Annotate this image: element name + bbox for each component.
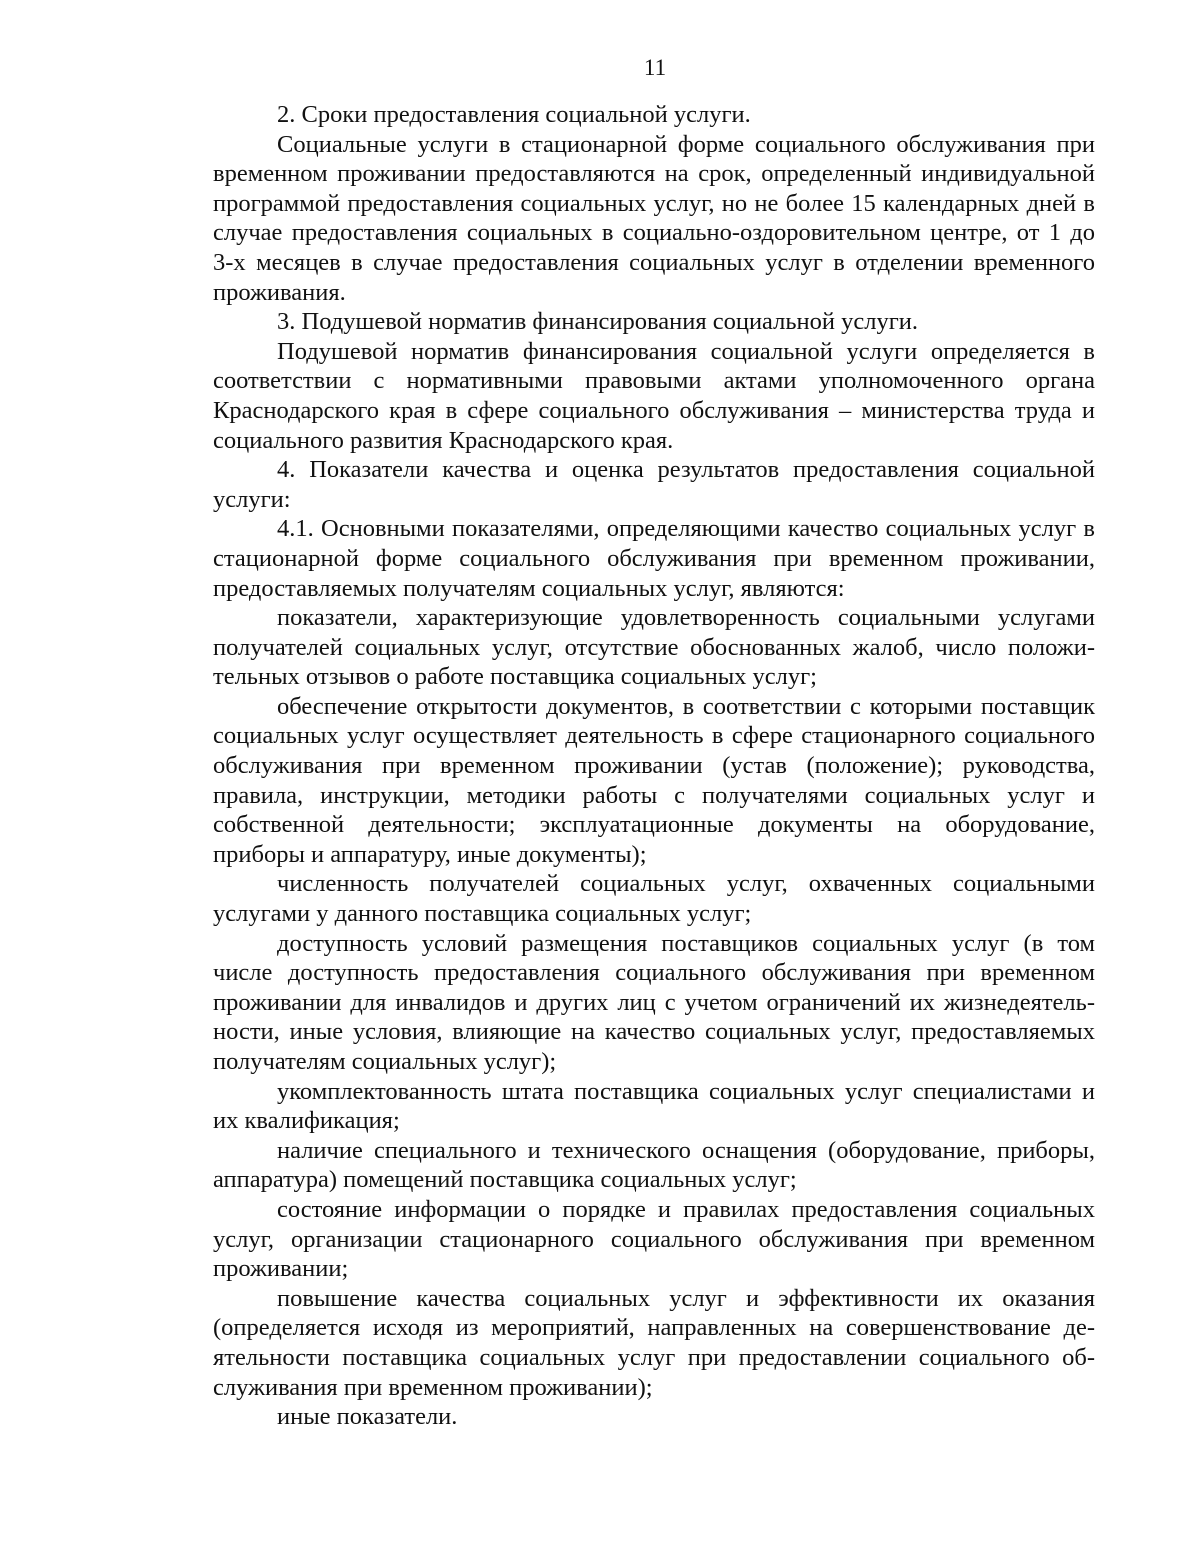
list-item-staffing: укомплектованность штата поставщика социальных услуг специалистами и их квалификация; [213, 1077, 1095, 1135]
paragraph-main-indicators: 4.1. Основными показателями, определяющими качество социальных услуг в стационарной форме социального обслуживания при временном проживании, предоставляемых получателям социальных услуг, являются: [213, 515, 1095, 602]
list-item-quality-improvement: повышение качества социальных услуг и эффективности их оказания (определяется исходя из мероприятий, направленных на совершенствование деятельности поставщика социальных услуг при предоставлении социального обслуживания при временном проживании); [213, 1284, 1095, 1401]
paragraph-terms-description: Социальные услуги в стационарной форме социального обслуживания при временном проживании предоставляются на срок, определенный индивидуальной программой предоставления социальных услуг, но не более 15 календарных дней в случае предоставления социальных в социально-оздоровительном центре, от 1 до 3-х месяцев в случае предоставления социальных услуг в отделении временного проживания. [213, 130, 1095, 306]
list-item-satisfaction: показатели, характеризующие удовлетворенность социальными услугами получателей социальных услуг, отсутствие обоснованных жалоб, число положительных отзывов о работе поставщика социальных услуг; [213, 604, 1095, 691]
list-item-information-state: состояние информации о порядке и правилах предоставления социальных услуг, организации стационарного социального обслуживания при временном проживании; [213, 1195, 1095, 1283]
list-item-equipment: наличие специального и технического оснащения (оборудование, приборы, аппаратура) помещений поставщика социальных услуг; [213, 1136, 1095, 1194]
paragraph-financing-description: Подушевой норматив финансирования социальной услуги определяется в соответствии с нормативными правовыми актами уполномоченного органа Краснодарского края в сфере социального обслуживания – министерства труда и социального развития Краснодарского края. [213, 337, 1095, 454]
list-item-recipient-count: численность получателей социальных услуг, охваченных социальными услугами у данного поставщика социальных услуг; [213, 870, 1095, 928]
page-number: 11 [643, 55, 667, 80]
section-heading-quality-indicators: 4. Показатели качества и оценка результатов предоставления социальной услуги: [213, 456, 1095, 513]
list-item-document-openness: обеспечение открытости документов, в соответствии с которыми поставщик социальных услуг осуществляет деятельность в сфере стационарного социального обслуживания при временном проживании (устав (положение); руководства, правила, инструкции, методики работы с получателями социальных услуг и собственной деятельности; эксплуатационные документы на оборудование, приборы и аппаратуру, иные документы); [213, 692, 1095, 868]
list-item-other-indicators: иные показатели. [277, 1403, 458, 1431]
section-heading-financing: 3. Подушевой норматив финансирования социальной услуги. [277, 308, 919, 336]
section-heading-terms: 2. Сроки предоставления социальной услуги. [277, 101, 751, 128]
list-item-accessibility: доступность условий размещения поставщиков социальных услуг (в том числе доступность предоставления социального обслуживания при временном проживании для инвалидов и других лиц с учетом ограничений их жизнедеятельности, иные условия, влияющие на качество социальных услуг, предоставляемых получателям социальных услуг); [213, 929, 1095, 1075]
document-body [213, 100, 1095, 1432]
